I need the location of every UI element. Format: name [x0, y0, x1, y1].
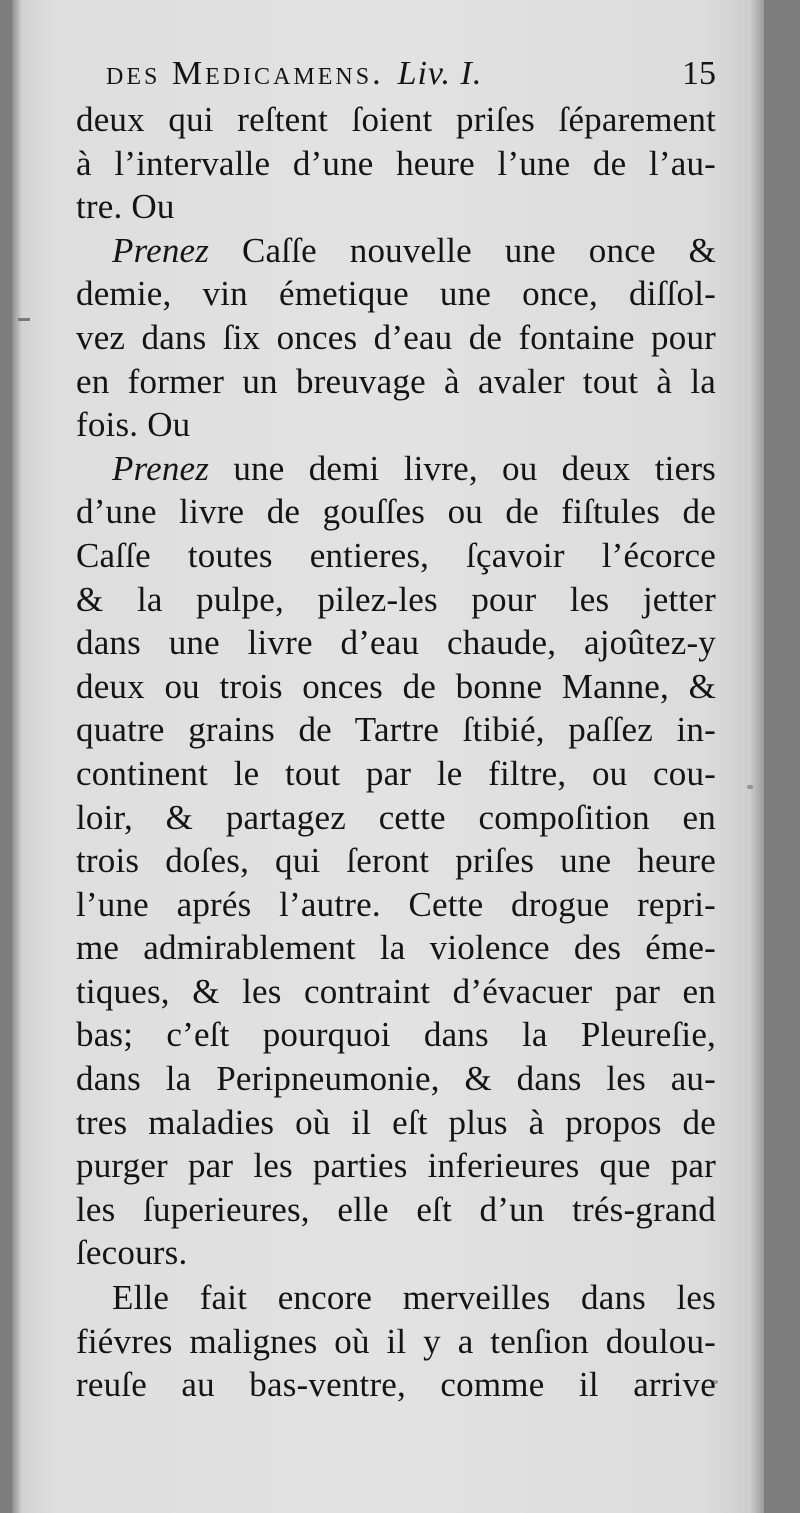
page-text — [76, 52, 716, 1407]
text-line: ſecours. — [76, 1233, 188, 1273]
text-line: Elle fait encore merveilles dans les — [112, 1278, 716, 1318]
text-line: à l’intervalle d’une heure l’une de l’au- — [76, 143, 716, 183]
text-line-rest: une demi livre, ou deux tiers — [233, 448, 716, 488]
text-line: l’une aprés l’autre. Cette drogue repri- — [76, 884, 716, 924]
running-title: des Medicamens. — [106, 55, 384, 92]
text-line: fois. Ou — [76, 405, 191, 445]
book-page — [12, 0, 764, 1513]
text-line: tres maladies où il eſt plus à propos de — [76, 1102, 716, 1142]
text-line: demie, vin émetique une once, diſſol- — [76, 274, 716, 314]
margin-mark — [18, 318, 30, 321]
text-line: me admirablement la violence des éme- — [76, 928, 716, 968]
prescription-word: Prenez — [112, 230, 210, 270]
prescription-word: Prenez — [112, 448, 210, 488]
text-line: purger par les parties inferieures que par — [76, 1146, 716, 1186]
text-line: deux ou trois onces de bonne Manne, & — [76, 666, 716, 706]
paper-speck — [747, 785, 753, 789]
text-line: fiévres malignes où il y a tenſion doulou- — [76, 1321, 716, 1361]
text-line: les ſuperieures, elle eſt d’un trés-grand — [76, 1189, 716, 1229]
book-reference: Liv. I. — [397, 55, 483, 92]
text-line: loir, & partagez cette compoſition en — [76, 797, 716, 837]
page-number: 15 — [682, 55, 716, 92]
text-line: tiques, & les contraint d’évacuer par en — [76, 971, 716, 1011]
text-line: d’une livre de gouſſes ou de fiſtules de — [76, 492, 716, 532]
text-line: bas; c’eſt pourquoi dans la Pleureſie, — [76, 1015, 716, 1055]
text-line — [76, 229, 716, 273]
gutter-shadow — [12, 0, 22, 1513]
text-line: deux qui reſtent ſoient priſes ſéparement — [76, 100, 716, 139]
text-line: Caſſe toutes entieres, ſçavoir l’écorce — [76, 535, 716, 575]
text-line: dans une livre d’eau chaude, ajoûtez-y — [76, 623, 716, 663]
header-left — [76, 52, 482, 96]
text-line — [76, 447, 716, 491]
running-header — [76, 52, 716, 98]
text-line: & la pulpe, pilez-les pour les jetter — [76, 579, 716, 619]
text-line: tre. Ou — [76, 187, 175, 227]
text-line: en former un breuvage à avaler tout à la — [76, 361, 716, 401]
text-line: dans la Peripneumonie, & dans les au- — [76, 1059, 716, 1099]
text-line: reuſe au bas-ventre, comme il arrive — [76, 1365, 716, 1405]
text-line: vez dans ſix onces d’eau de fontaine pour — [76, 317, 716, 357]
text-line-rest: Caſſe nouvelle une once & — [242, 230, 716, 270]
text-line: trois doſes, qui ſeront priſes une heure — [76, 841, 716, 881]
page-edge-shadow — [750, 0, 764, 1513]
text-line: continent le tout par le filtre, ou cou- — [76, 753, 716, 793]
text-line: quatre grains de Tartre ſtibié, paſſez in- — [76, 710, 716, 750]
